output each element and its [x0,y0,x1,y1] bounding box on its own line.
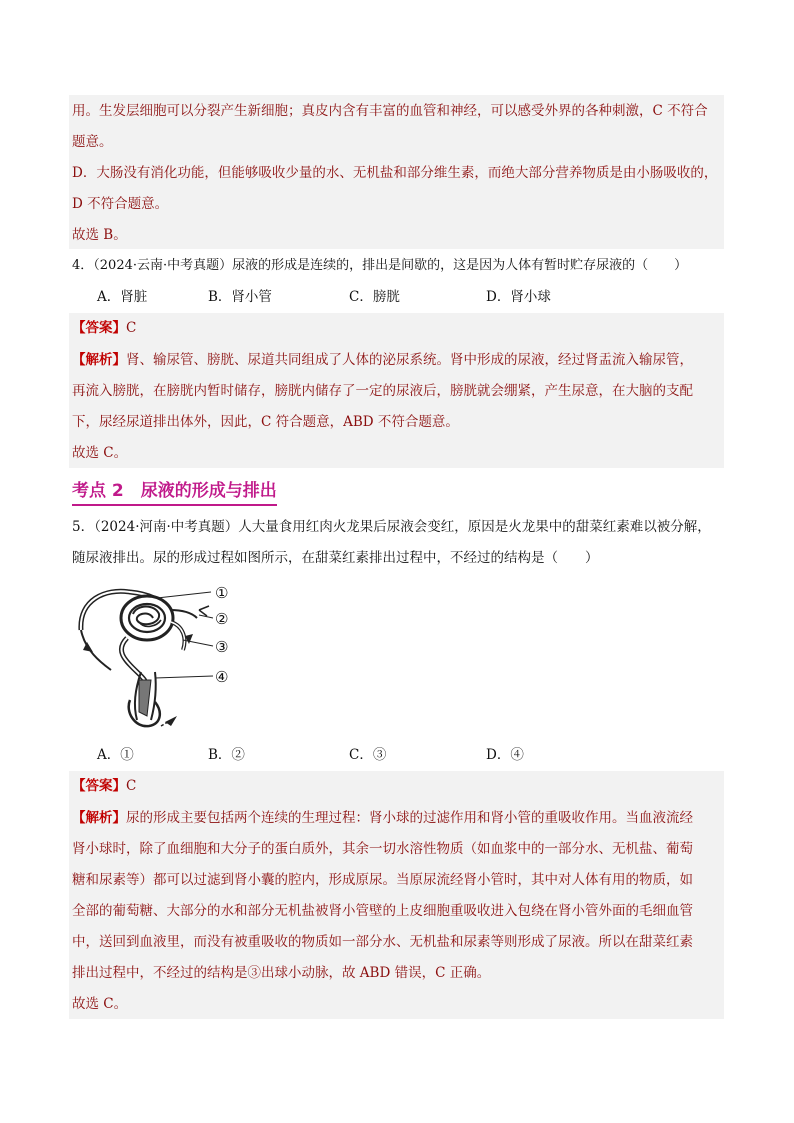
figure-label-1: ① [215,584,229,602]
q5-analysis-tag: 【解析】 [72,810,126,826]
q4-option-a: A．肾脏 [97,289,148,305]
figure-label-3: ③ [215,638,229,656]
q4-conclusion: 故选 C。 [72,445,128,461]
q4-analysis-line-3: 下，尿经尿道排出体外，因此，C 符合题意，ABD 不符合题意。 [72,414,459,430]
q4-answer [72,318,136,338]
q5-conclusion: 故选 C。 [72,996,128,1012]
q5-analysis-line-5: 中，送回到血液里，而没有被重吸收的物质如一部分水、无机盐和尿素等则形成了尿液。所以在甜菜红素 [72,934,693,950]
q5-analysis-line-2: 肾小球时，除了血细胞和大分子的蛋白质外，其余一切水溶性物质（如血浆中的一部分水、无机盐、葡萄 [72,841,693,857]
prev-analysis-line-2: 题意。 [72,134,113,150]
section-heading: 考点 2 尿液的形成与排出 [72,479,277,506]
q5-option-b: B．② [208,747,245,763]
q5-analysis-line-6: 排出过程中，不经过的结构是③出球小动脉，故 ABD 错误，C 正确。 [72,965,491,981]
q5-stem-line-1: 5．（2024·河南·中考真题）人大量食用红肉火龙果后尿液会变红，原因是火龙果中的甜菜红素难以被分解， [72,519,711,535]
q5-option-c: C．③ [349,747,387,763]
q5-answer-tag: 【答案】 [72,778,126,794]
figure-label-2: ② [215,610,229,628]
q5-option-d: D．④ [486,747,524,763]
q5-answer [72,776,136,796]
q5-analysis-line-4: 全部的葡萄糖、大部分的水和部分无机盐被肾小管壁的上皮细胞重吸收进入包绕在肾小管外面的毛细血管 [72,903,693,919]
prev-analysis-line-3: D．大肠没有消化功能，但能够吸收少量的水、无机盐和部分维生素，而绝大部分营养物质是由小肠吸收的， [72,165,718,181]
q5-answer-value: C [126,778,137,794]
q4-stem: 4．（2024·云南·中考真题）尿液的形成是连续的，排出是间歇的，这是因为人体有暂时贮存尿液的（ ） [72,258,688,273]
q4-option-d: D．肾小球 [486,289,551,305]
q4-analysis-tag: 【解析】 [72,352,126,368]
q5-option-a: A．① [97,747,134,763]
q5-analysis-text-1: 尿的形成主要包括两个连续的生理过程：肾小球的过滤作用和肾小管的重吸收作用。当血液流经 [126,810,693,826]
q4-answer-value: C [126,320,137,336]
q5-analysis-line-3: 糖和尿素等）都可以过滤到肾小囊的腔内，形成原尿。当原尿流经肾小管时，其中对人体有用的物质，如 [72,872,693,888]
q4-analysis-line-2: 再流入膀胱，在膀胱内暂时储存，膀胱内储存了一定的尿液后，膀胱就会绷紧，产生尿意，在大脑的支配 [72,383,693,399]
prev-analysis-line-1: 用。生发层细胞可以分裂产生新细胞；真皮内含有丰富的血管和神经，可以感受外界的各种刺激，C 不符合 [72,103,708,119]
q4-answer-tag: 【答案】 [72,320,126,336]
q4-option-b: B．肾小管 [208,289,272,305]
q5-analysis-line-1 [72,808,693,828]
q4-option-c: C．膀胱 [349,289,400,305]
prev-analysis-line-4: D 不符合题意。 [72,196,169,212]
prev-conclusion: 故选 B。 [72,227,127,243]
q5-stem-line-2: 随尿液排出。尿的形成过程如图所示，在甜菜红素排出过程中，不经过的结构是（ ） [72,550,599,566]
q4-analysis-text-1: 肾、输尿管、膀胱、尿道共同组成了人体的泌尿系统。肾中形成的尿液，经过肾盂流入输尿管， [126,352,693,368]
q4-analysis-line-1 [72,350,693,370]
figure-label-4: ④ [215,668,229,686]
nephron-figure [75,580,245,735]
